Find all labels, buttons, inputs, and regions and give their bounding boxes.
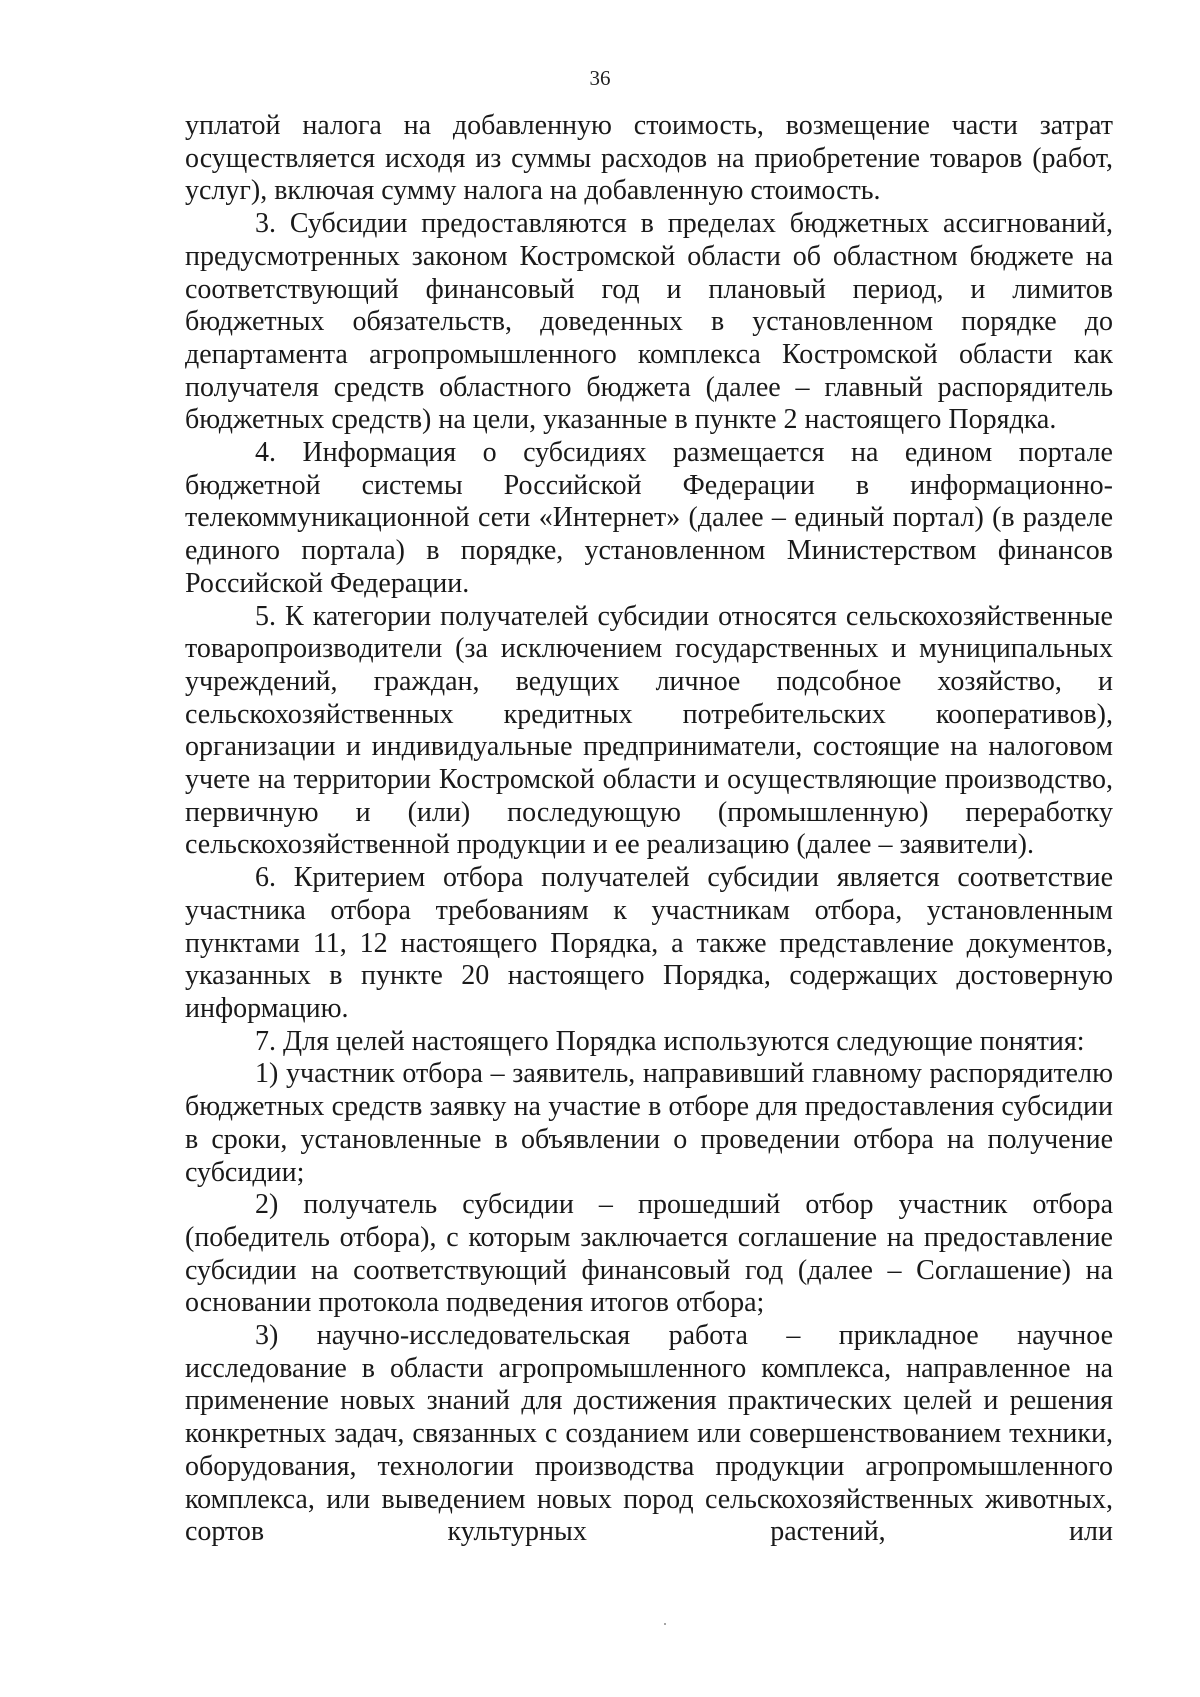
- subitem-2: 2) получатель субсидии – прошедший отбор участник отбора (победитель отбора), с которым заключается соглашение на предоставление субсидии на соответствующий финансовый год (далее – Соглашение) на основании протокола подведения итогов отбора;: [185, 1189, 1113, 1319]
- document-body: [185, 110, 1113, 1549]
- paragraph-item-3: 3. Субсидии предоставляются в пределах бюджетных ассигнований, предусмотренных законом Костромской области об областном бюджете на соответствующий финансовый год и плановый период, и лимитов бюджетных обязательств, доведенных в установленном порядке до департамента агропромышленного комплекса Костромской области как получателя средств областного бюджета (далее – главный распорядитель бюджетных средств) на цели, указанные в пункте 2 настоящего Порядка.: [185, 208, 1113, 436]
- scan-speck: [664, 1623, 666, 1625]
- paragraph-continuation: уплатой налога на добавленную стоимость, возмещение части затрат осуществляется исходя из суммы расходов на приобретение товаров (работ, услуг), включая сумму налога на добавленную стоимость.: [185, 110, 1113, 207]
- subitem-3: 3) научно-исследовательская работа – прикладное научное исследование в области агропромышленного комплекса, направленное на применение новых знаний для достижения практических целей и решения конкретных задач, связанных с созданием или совершенствованием техники, оборудования, технологии производства продукции агропромышленного комплекса, или выведением новых пород сельскохозяйственных животных, сортов культурных растений, или: [185, 1320, 1113, 1548]
- paragraph-item-5: 5. К категории получателей субсидии относятся сельскохозяйственные товаропроизводители (за исключением государственных и муниципальных учреждений, граждан, ведущих личное подсобное хозяйство, и сельскохозяйственных кредитных потребительских кооперативов), организации и индивидуальные предприниматели, состоящие на налоговом учете на территории Костромской области и осуществляющие производство, первичную и (или) последующую (промышленную) переработку сельскохозяйственной продукции и ее реализацию (далее – заявители).: [185, 600, 1113, 861]
- paragraph-item-6: 6. Критерием отбора получателей субсидии является соответствие участника отбора требованиям к участникам отбора, установленным пунктами 11, 12 настоящего Порядка, а также представление документов, указанных в пункте 20 настоящего Порядка, содержащих достоверную информацию.: [185, 862, 1113, 1024]
- subitem-1: 1) участник отбора – заявитель, направивший главному распорядителю бюджетных средств заявку на участие в отборе для предоставления субсидии в сроки, установленные в объявлении о проведении отбора на получение субсидии;: [185, 1058, 1113, 1188]
- page-number: 36: [589, 66, 611, 90]
- paragraph-item-4: 4. Информация о субсидиях размещается на едином портале бюджетной системы Российской Федерации в информационно-телекоммуникационной сети «Интернет» (далее – единый портал) (в разделе единого портала) в порядке, установленном Министерством финансов Российской Федерации.: [185, 437, 1113, 599]
- paragraph-item-7: 7. Для целей настоящего Порядка используются следующие понятия:: [255, 1025, 1085, 1057]
